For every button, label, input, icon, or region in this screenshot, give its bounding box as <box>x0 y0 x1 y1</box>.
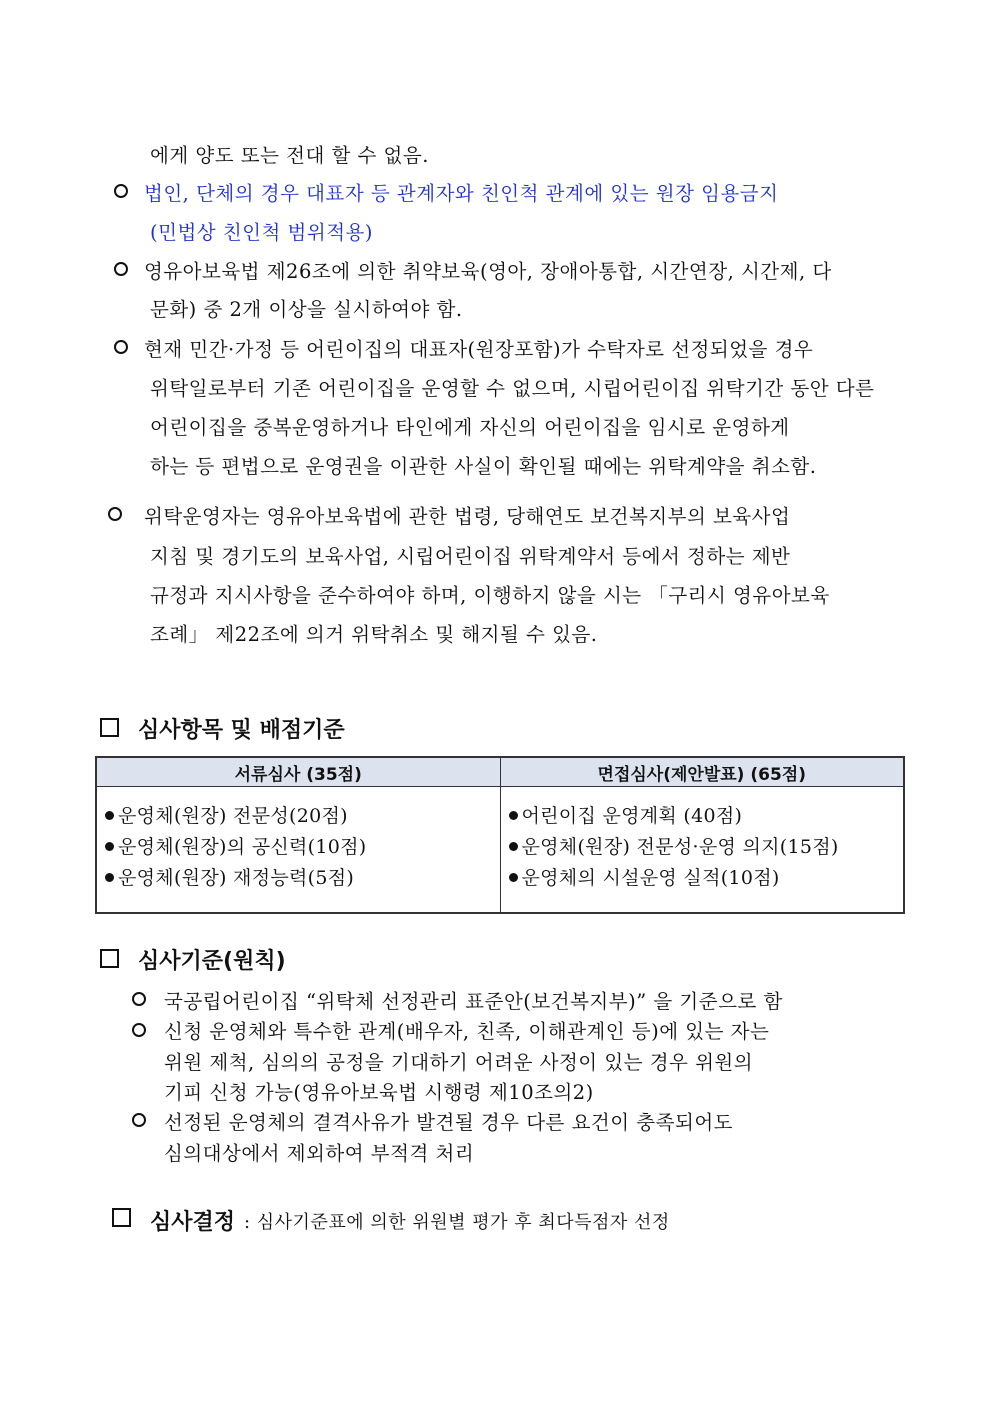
dot-bullet-icon <box>105 811 114 820</box>
header-interview-review: 면접심사(제안발표) (65점) <box>500 757 904 787</box>
criteria-2-line-3: 기피 신청 가능(영유아보육법 시행령 제10조의2) <box>164 1081 594 1104</box>
decision-text: : 심사기준표에 의한 위원별 평가 후 최다득점자 선정 <box>244 1212 670 1233</box>
dot-bullet-icon <box>105 842 114 851</box>
bullet-3-line-1: 현재 민간·가정 등 어린이집의 대표자(원장포함)가 수탁자로 선정되었을 경우 <box>144 338 814 361</box>
dot-bullet-icon <box>509 873 518 882</box>
bullet-1-line-1: 법인, 단체의 경우 대표자 등 관계자와 친인척 관계에 있는 원장 임용금지 <box>144 182 779 205</box>
table-row <box>96 787 904 914</box>
section-title-criteria: 심사기준(원칙) <box>138 949 286 974</box>
circle-bullet-icon <box>132 992 146 1006</box>
table-header-row <box>96 757 904 787</box>
bullet-1-line-2: (민법상 친인척 범위적용) <box>150 221 373 244</box>
interview-review-items <box>500 787 904 914</box>
bullet-4-line-3: 규정과 지시사항을 준수하여야 하며, 이행하지 않을 시는 「구리시 영유아보육 <box>150 584 830 607</box>
checkbox-square-icon <box>100 949 119 968</box>
criteria-3-line-1: 선정된 운영체의 결격사유가 발견될 경우 다른 요건이 충족되어도 <box>164 1111 733 1134</box>
section-title-decision: 심사결정 <box>150 1210 236 1235</box>
bullet-3-line-4: 하는 등 편법으로 운영권을 이관한 사실이 확인될 때에는 위탁계약을 취소함. <box>150 455 817 478</box>
circle-bullet-icon <box>114 340 128 354</box>
checkbox-square-icon <box>112 1208 131 1227</box>
scoring-table <box>95 756 905 914</box>
list-item: 어린이집 운영계획 (40점) <box>509 801 904 832</box>
dot-bullet-icon <box>509 811 518 820</box>
list-item: 운영체(원장)의 공신력(10점) <box>105 832 500 863</box>
bullet-3-line-2: 위탁일로부터 기존 어린이집을 운영할 수 없으며, 시립어린이집 위탁기간 동안 다른 <box>150 377 875 400</box>
criteria-3-line-2: 심의대상에서 제외하여 부적격 처리 <box>164 1142 475 1165</box>
intro-line: 에게 양도 또는 전대 할 수 없음. <box>150 144 429 167</box>
criteria-2-line-2: 위원 제척, 심의의 공정을 기대하기 어려운 사정이 있는 경우 위원의 <box>164 1051 754 1074</box>
list-item: 운영체(원장) 전문성·운영 의지(15점) <box>509 832 904 863</box>
circle-bullet-icon <box>132 1023 146 1037</box>
bullet-4-line-2: 지침 및 경기도의 보육사업, 시립어린이집 위탁계약서 등에서 정하는 제반 <box>150 545 791 568</box>
list-item: 운영체(원장) 재정능력(5점) <box>105 863 500 894</box>
bullet-3-line-3: 어린이집을 중복운영하거나 타인에게 자신의 어린이집을 임시로 운영하게 <box>150 416 790 439</box>
circle-bullet-icon <box>108 507 122 521</box>
dot-bullet-icon <box>509 842 518 851</box>
list-item: 운영체의 시설운영 실적(10점) <box>509 863 904 894</box>
dot-bullet-icon <box>105 873 114 882</box>
bullet-2-line-1: 영유아보육법 제26조에 의한 취약보육(영아, 장애아통합, 시간연장, 시간제, 다 <box>144 260 832 283</box>
section-title-scoring: 심사항목 및 배점기준 <box>138 718 345 743</box>
criteria-1-line-1: 국공립어린이집 “위탁체 선정관리 표준안(보건복지부)” 을 기준으로 함 <box>164 990 783 1013</box>
header-document-review: 서류심사 (35점) <box>96 757 500 787</box>
circle-bullet-icon <box>114 184 128 198</box>
bullet-4-line-1: 위탁운영자는 영유아보육법에 관한 법령, 당해연도 보건복지부의 보육사업 <box>144 505 791 528</box>
list-item: 운영체(원장) 전문성(20점) <box>105 801 500 832</box>
bullet-4-line-4: 조례」 제22조에 의거 위탁취소 및 해지될 수 있음. <box>150 623 598 646</box>
bullet-2-line-2: 문화) 중 2개 이상을 실시하여야 함. <box>150 298 463 321</box>
circle-bullet-icon <box>114 262 128 276</box>
criteria-2-line-1: 신청 운영체와 특수한 관계(배우자, 친족, 이해관계인 등)에 있는 자는 <box>164 1020 770 1043</box>
document-review-items <box>96 787 500 914</box>
checkbox-square-icon <box>100 718 119 737</box>
circle-bullet-icon <box>132 1113 146 1127</box>
